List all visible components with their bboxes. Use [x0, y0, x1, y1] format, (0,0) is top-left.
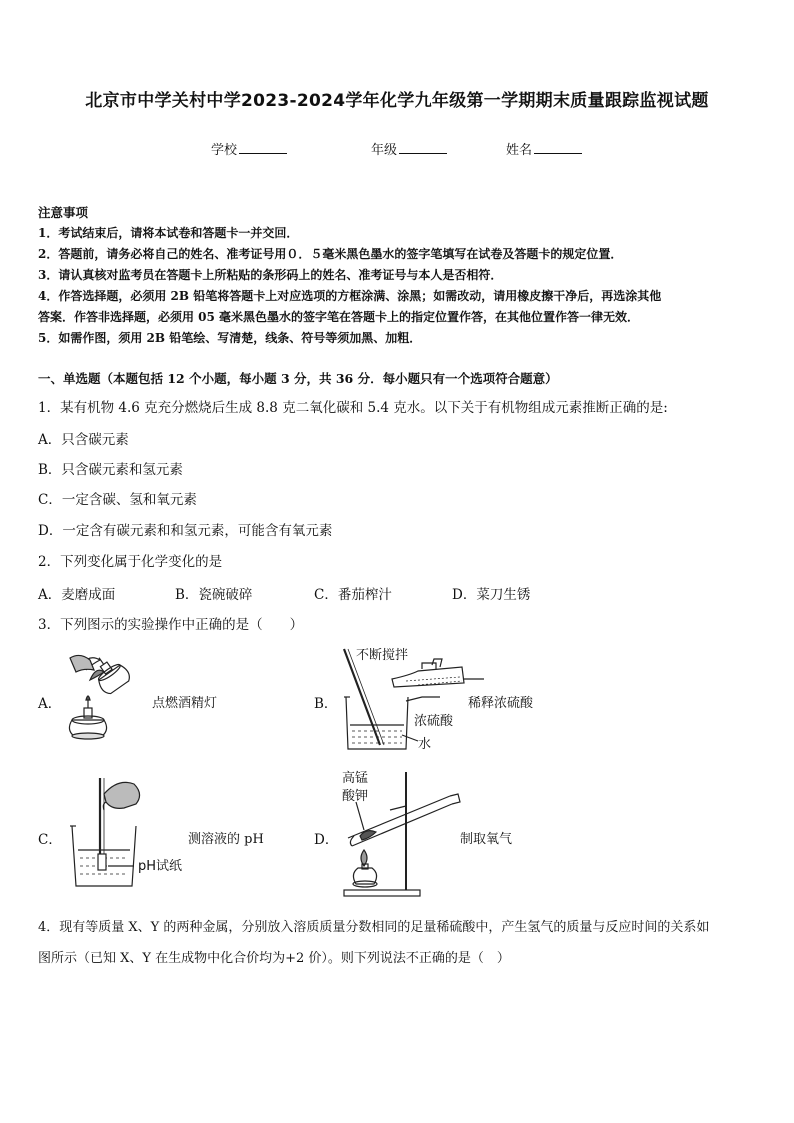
alcohol-lamp-figure [60, 650, 140, 742]
grade-field[interactable] [371, 139, 447, 158]
question-4-stem-line-1: 4．现有等质量 X、Y 的两种金属，分别放入溶质质量分数相同的足量稀硫酸中，产生氢气的质量与反应时间的关系如 [38, 920, 710, 935]
question-1-option-d[interactable]: D．一定含有碳元素和和氢元素，可能含有氧元素 [38, 523, 333, 539]
question-3-option-b-letter[interactable]: B． [314, 696, 338, 712]
water-text: 水 [418, 737, 432, 752]
reagent-text-1: 高锰 [342, 771, 369, 786]
question-2-stem: 2．下列变化属于化学变化的是 [38, 554, 223, 570]
note-item: 5．如需作图，须用 2B 铅笔绘、写清楚，线条、符号等须加黑、加粗． [38, 331, 422, 345]
question-2-option-d[interactable]: D．菜刀生锈 [452, 587, 531, 603]
question-3-option-c-label: 测溶液的 pH [188, 832, 264, 847]
note-item: 4．作答选择题，必须用 2B 铅笔将答题卡上对应选项的方框涂满、涂黑；如需改动，请用橡皮擦干净后，再选涂其他 [38, 289, 662, 303]
question-3-option-b-label: 稀释浓硫酸 [468, 696, 534, 711]
reagent-text-2: 酸钾 [342, 789, 369, 804]
question-1-option-b[interactable]: B．只含碳元素和氢元素 [38, 462, 183, 478]
question-3-option-a-letter[interactable]: A． [38, 696, 62, 712]
section-heading: 一、单选题（本题包括 12 个小题，每小题 3 分，共 36 分．每小题只有一个选项符合题意） [38, 371, 558, 386]
question-2-option-c[interactable]: C．番茄榨汁 [314, 587, 392, 603]
question-1-stem: 1．某有机物 4.6 克充分燃烧后生成 8.8 克二氧化碳和 5.4 克水。以下关于有机物组成元素推断正确的是: [38, 400, 668, 416]
stir-text: 不断搅拌 [356, 648, 409, 663]
note-item: 1．考试结束后，请将本试卷和答题卡一并交回． [38, 226, 299, 240]
note-item: 2．答题前，请务必将自己的姓名、准考证号用０．５毫米黑色墨水的签字笔填写在试卷及答题卡的规定位置． [38, 247, 623, 261]
question-4-stem-line-2: 图所示（已知 X、Y 在生成物中化合价均为+2 价）。则下列说法不正确的是（ ） [38, 951, 510, 966]
question-2-option-a[interactable]: A．麦磨成面 [38, 587, 116, 603]
name-label: 姓名 [506, 143, 533, 158]
ph-test-figure [68, 774, 188, 890]
school-field[interactable] [211, 139, 287, 158]
question-3-option-d-letter[interactable]: D． [314, 832, 339, 848]
grade-blank[interactable] [399, 141, 447, 154]
question-3-option-a-label: 点燃酒精灯 [152, 696, 218, 711]
question-1-option-a[interactable]: A．只含碳元素 [38, 432, 129, 448]
grade-label: 年级 [371, 143, 398, 158]
notes-heading: 注意事项 [38, 205, 89, 220]
note-item: 答案．作答非选择题，必须用 05 毫米黑色墨水的签字笔在答题卡上的指定位置作答，在其他位置作答一律无效． [38, 310, 640, 324]
question-3-option-d-label: 制取氧气 [460, 832, 513, 847]
question-2-option-b[interactable]: B．瓷碗破碎 [175, 587, 253, 603]
name-field[interactable] [506, 139, 582, 158]
question-1-option-c[interactable]: C．一定含碳、氢和氧元素 [38, 492, 197, 508]
ph-paper-text: pH试纸 [138, 859, 183, 874]
oxygen-apparatus-figure [334, 766, 464, 900]
concentrated-acid-text: 浓硫酸 [414, 714, 454, 729]
question-3-option-c-letter[interactable]: C． [38, 832, 62, 848]
exam-title: 北京市中学关村中学2023-2024学年化学九年级第一学期期末质量跟踪监视试题 [85, 91, 709, 111]
school-label: 学校 [211, 143, 238, 158]
school-blank[interactable] [239, 141, 287, 154]
question-3-stem: 3．下列图示的实验操作中正确的是（ ） [38, 617, 304, 633]
note-item: 3．请认真核对监考员在答题卡上所粘贴的条形码上的姓名、准考证号与本人是否相符． [38, 268, 503, 282]
name-blank[interactable] [534, 141, 582, 154]
